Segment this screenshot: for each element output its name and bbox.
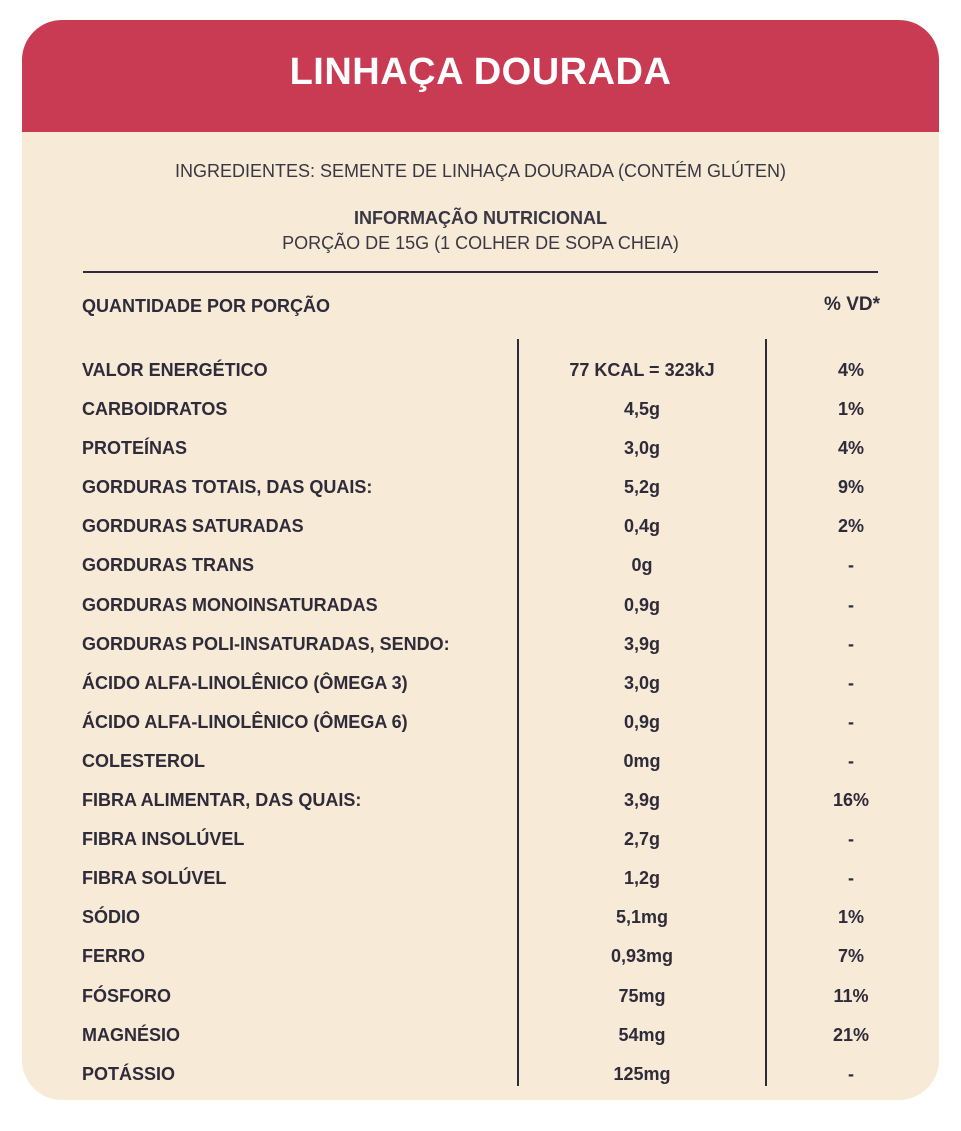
nutrient-daily-value: 21%	[832, 1024, 870, 1045]
nutrient-quantity: 3,9g	[623, 633, 661, 654]
table-row	[22, 351, 939, 390]
product-title: LINHAÇA DOURADA	[289, 50, 672, 93]
table-row	[22, 546, 939, 585]
nutrition-card	[22, 20, 939, 1100]
table-row	[22, 625, 939, 664]
nutrient-quantity: 2,7g	[623, 829, 661, 850]
table-row	[22, 742, 939, 781]
nutrient-quantity: 77 KCAL = 323kJ	[569, 360, 715, 380]
nutrient-quantity: 3,9g	[623, 790, 661, 811]
title-banner	[22, 20, 939, 132]
nutrient-name: GORDURAS MONOINSATURADAS	[82, 594, 378, 615]
quantity-header: QUANTIDADE POR PORÇÃO	[82, 296, 331, 316]
nutrient-daily-value: 9%	[837, 477, 864, 498]
nutrient-daily-value: 16%	[832, 790, 870, 811]
nutrient-daily-value: -	[848, 672, 854, 693]
table-row	[22, 859, 939, 898]
table-row	[22, 937, 939, 976]
nutrient-quantity: 0,93mg	[610, 946, 674, 967]
table-row	[22, 898, 939, 937]
nutrient-quantity: 3,0g	[623, 672, 661, 693]
table-row	[22, 429, 939, 468]
nutrient-quantity: 0,4g	[623, 516, 661, 537]
nutrient-daily-value: -	[848, 829, 854, 850]
nutrient-daily-value: -	[848, 1063, 854, 1084]
nutrient-name: PROTEÍNAS	[82, 438, 188, 459]
nutrient-name: GORDURAS TRANS	[82, 555, 255, 576]
nutrient-name: FÓSFORO	[82, 985, 171, 1006]
portion-text: PORÇÃO DE 15G (1 COLHER DE SOPA CHEIA)	[282, 233, 679, 253]
nutrient-name: ÁCIDO ALFA-LINOLÊNICO (ÔMEGA 6)	[82, 711, 408, 732]
nutrient-name: GORDURAS TOTAIS, DAS QUAIS:	[82, 477, 373, 498]
nutrient-name: POTÁSSIO	[82, 1063, 176, 1084]
nutrient-daily-value: -	[848, 594, 854, 615]
nutrient-daily-value: -	[848, 555, 854, 576]
nutrient-quantity: 75mg	[618, 985, 666, 1006]
nutrition-info-title: INFORMAÇÃO NUTRICIONAL	[354, 208, 607, 228]
nutrient-quantity: 0g	[631, 555, 653, 576]
nutrient-name: ÁCIDO ALFA-LINOLÊNICO (ÔMEGA 3)	[82, 672, 408, 693]
nutrient-daily-value: 2%	[837, 516, 864, 537]
table-row	[22, 977, 939, 1016]
table-top-divider	[83, 271, 878, 273]
table-row	[22, 820, 939, 859]
nutrient-quantity: 0,9g	[623, 711, 661, 732]
nutrient-name: VALOR ENERGÉTICO	[82, 360, 268, 380]
nutrient-daily-value: 11%	[833, 985, 869, 1006]
nutrient-daily-value: 4%	[837, 438, 864, 459]
ingredients-text: INGREDIENTES: SEMENTE DE LINHAÇA DOURADA (CONTÉM GLÚTEN)	[174, 161, 787, 181]
nutrition-table	[22, 351, 939, 1094]
nutrient-quantity: 125mg	[613, 1063, 671, 1084]
table-row	[22, 586, 939, 625]
nutrient-daily-value: 7%	[837, 946, 864, 967]
nutrient-daily-value: -	[848, 750, 854, 771]
nutrient-name: FIBRA INSOLÚVEL	[82, 829, 245, 850]
nutrient-quantity: 54mg	[618, 1024, 666, 1045]
table-row	[22, 1055, 939, 1094]
table-row	[22, 390, 939, 429]
nutrient-name: COLESTEROL	[82, 750, 206, 771]
nutrient-name: SÓDIO	[82, 907, 141, 928]
nutrient-name: CARBOIDRATOS	[82, 399, 228, 420]
table-row	[22, 507, 939, 546]
nutrient-quantity: 1,2g	[623, 868, 661, 889]
nutrient-daily-value: 1%	[837, 399, 864, 420]
nutrient-daily-value: -	[848, 868, 854, 889]
table-row	[22, 1016, 939, 1055]
nutrient-daily-value: -	[848, 633, 854, 654]
nutrient-quantity: 5,2g	[623, 477, 661, 498]
nutrient-quantity: 5,1mg	[615, 907, 669, 928]
nutrient-daily-value: 4%	[837, 360, 864, 380]
nutrient-quantity: 4,5g	[623, 399, 661, 420]
nutrient-quantity: 0,9g	[623, 594, 661, 615]
table-row	[22, 781, 939, 820]
nutrient-name: GORDURAS SATURADAS	[82, 516, 304, 537]
nutrient-name: GORDURAS POLI-INSATURADAS, SENDO:	[82, 633, 450, 654]
nutrient-name: FERRO	[82, 946, 145, 967]
daily-value-header: % VD*	[824, 294, 880, 315]
nutrient-name: FIBRA ALIMENTAR, DAS QUAIS:	[82, 790, 362, 811]
nutrient-daily-value: -	[848, 711, 854, 732]
table-row	[22, 703, 939, 742]
table-row	[22, 664, 939, 703]
nutrient-daily-value: 1%	[837, 907, 864, 928]
nutrient-name: MAGNÉSIO	[82, 1024, 181, 1045]
nutrient-name: FIBRA SOLÚVEL	[82, 868, 227, 889]
nutrient-quantity: 3,0g	[623, 438, 661, 459]
nutrient-quantity: 0mg	[623, 750, 661, 771]
table-row	[22, 468, 939, 507]
